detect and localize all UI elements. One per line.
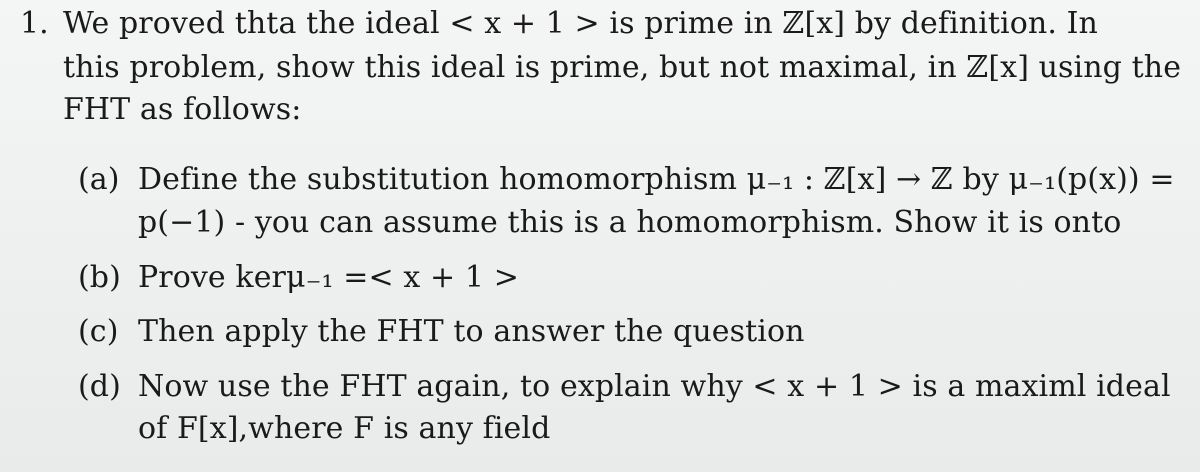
part-c-label: (c) [78, 314, 119, 349]
part-d-line-1: Now use the FHT again, to explain why < x + 1 > is a maximl ideal [138, 369, 1171, 404]
intro-line-1: We proved thta the ideal < x + 1 > is prime in ℤ[x] by definition. In [63, 6, 1098, 41]
part-a-line-1: Define the substitution homomorphism μ₋₁ : ℤ[x] → ℤ by μ₋₁(p(x)) = [138, 162, 1175, 197]
part-b-label: (b) [78, 260, 121, 295]
problem-number: 1. [20, 6, 49, 41]
intro-line-2: this problem, show this ideal is prime, but not maximal, in ℤ[x] using the [63, 50, 1182, 85]
intro-line-3: FHT as follows: [63, 92, 302, 127]
part-b-line-1: Prove kerμ₋₁ =< x + 1 > [138, 260, 519, 295]
part-a-line-2: p(−1) - you can assume this is a homomorphism. Show it is onto [138, 205, 1122, 240]
part-d-line-2: of F[x],where F is any field [138, 411, 551, 446]
part-a-label: (a) [78, 162, 120, 197]
part-c-line-1: Then apply the FHT to answer the question [138, 314, 805, 349]
part-d-label: (d) [78, 369, 121, 404]
